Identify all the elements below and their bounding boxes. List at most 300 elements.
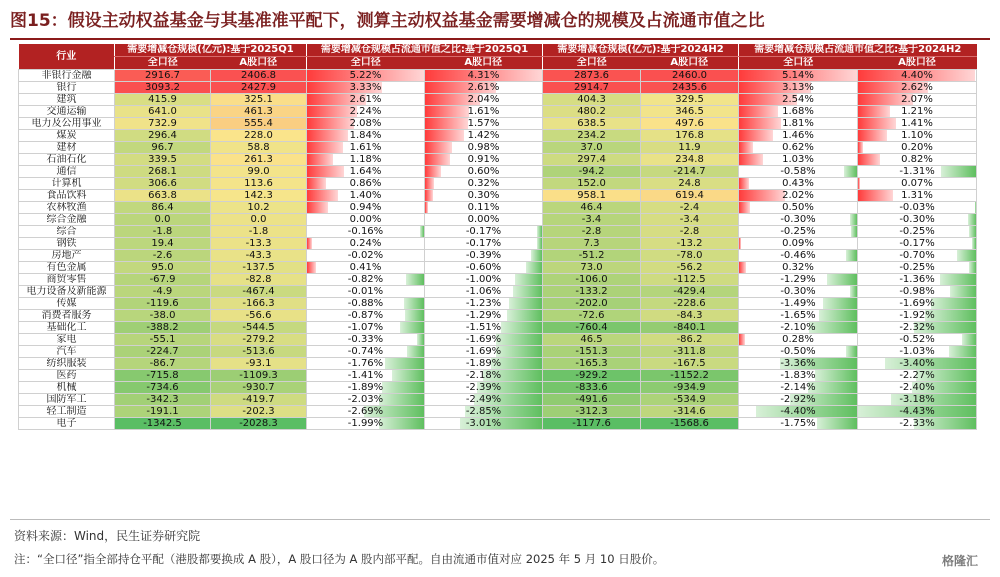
industry-cell: 钢铁 <box>19 238 115 250</box>
table-row <box>19 142 977 154</box>
ratio-bar <box>307 154 333 165</box>
ratio-value: 1.64% <box>349 166 382 177</box>
value-cell: 11.9 <box>641 142 739 154</box>
source-note: 资料来源：Wind，民生证券研究院 <box>14 529 201 543</box>
ratio-bar <box>975 202 976 213</box>
header-group: 需要增减仓规模(亿元):基于2024H2 <box>543 44 739 57</box>
value-cell: -715.8 <box>115 370 211 382</box>
value-cell: -84.3 <box>641 310 739 322</box>
ratio-value: -4.43% <box>899 406 935 417</box>
ratio-value: -2.14% <box>780 382 816 393</box>
value-cell: 24.8 <box>641 178 739 190</box>
ratio-value: -1.00% <box>465 274 502 285</box>
ratio-value: 1.21% <box>901 106 933 117</box>
value-cell: -137.5 <box>211 262 307 274</box>
value-cell: 19.4 <box>115 238 211 250</box>
table-row <box>19 274 977 286</box>
value-cell: 7.3 <box>543 238 641 250</box>
table-row <box>19 250 977 262</box>
header-sub: 全口径 <box>307 57 425 70</box>
value-cell: -314.6 <box>641 406 739 418</box>
ratio-cell <box>425 130 543 142</box>
industry-cell: 国防军工 <box>19 394 115 406</box>
ratio-value: 2.04% <box>467 94 500 105</box>
ratio-bar <box>931 298 976 309</box>
ratio-value: 0.24% <box>349 238 382 249</box>
ratio-value: -1.07% <box>347 322 384 333</box>
ratio-bar <box>307 178 326 189</box>
ratio-value: -1.41% <box>347 370 384 381</box>
ratio-value: 2.61% <box>349 94 382 105</box>
ratio-value: -0.30% <box>899 214 935 225</box>
industry-cell: 汽车 <box>19 346 115 358</box>
ratio-cell <box>739 106 858 118</box>
ratio-bar <box>858 118 896 129</box>
ratio-bar <box>962 334 976 345</box>
value-cell: -112.5 <box>641 274 739 286</box>
ratio-cell <box>739 70 858 82</box>
header-group: 需要增减仓规模占流通市值之比:基于2024H2 <box>739 44 977 57</box>
value-cell: 480.2 <box>543 106 641 118</box>
value-cell: 142.3 <box>211 190 307 202</box>
value-cell: -202.0 <box>543 298 641 310</box>
ratio-value: -0.25% <box>780 226 816 237</box>
value-cell: 297.4 <box>543 154 641 166</box>
ratio-value: 1.03% <box>782 154 814 165</box>
ratio-bar <box>307 142 343 153</box>
value-cell: -2028.3 <box>211 418 307 430</box>
ratio-value: -2.92% <box>780 394 816 405</box>
ratio-value: -1.89% <box>347 382 384 393</box>
ratio-bar <box>972 238 977 249</box>
ratio-cell <box>425 226 543 238</box>
ratio-cell <box>425 286 543 298</box>
ratio-cell <box>858 394 977 406</box>
industry-cell: 电力设备及新能源 <box>19 286 115 298</box>
ratio-value: -0.01% <box>347 286 384 297</box>
ratio-bar <box>420 226 424 237</box>
value-cell: -167.5 <box>641 358 739 370</box>
value-cell: 2427.9 <box>211 82 307 94</box>
ratio-value: -1.29% <box>780 274 816 285</box>
value-cell: -840.1 <box>641 322 739 334</box>
ratio-cell <box>858 214 977 226</box>
table-row <box>19 382 977 394</box>
industry-cell: 煤炭 <box>19 130 115 142</box>
ratio-cell <box>858 274 977 286</box>
value-cell: -734.6 <box>115 382 211 394</box>
ratio-bar <box>957 250 976 261</box>
industry-cell: 建筑 <box>19 94 115 106</box>
ratio-bar <box>858 106 890 117</box>
ratio-value: -1.65% <box>780 310 816 321</box>
industry-cell: 电子 <box>19 418 115 430</box>
value-cell: 95.0 <box>115 262 211 274</box>
value-cell: -388.2 <box>115 322 211 334</box>
value-cell: -419.7 <box>211 394 307 406</box>
ratio-cell <box>307 262 425 274</box>
value-cell: 37.0 <box>543 142 641 154</box>
ratio-value: -3.18% <box>899 394 935 405</box>
ratio-bar <box>968 214 976 225</box>
value-cell: -82.8 <box>211 274 307 286</box>
ratio-bar <box>739 178 749 189</box>
table-row <box>19 106 977 118</box>
ratio-cell <box>858 346 977 358</box>
table-row <box>19 298 977 310</box>
ratio-bar <box>425 118 468 129</box>
header-sub: A股口径 <box>641 57 739 70</box>
value-cell: 2914.7 <box>543 82 641 94</box>
ratio-cell <box>425 346 543 358</box>
ratio-value: 1.61% <box>467 106 500 117</box>
ratio-value: -2.18% <box>465 370 502 381</box>
value-cell: -2.4 <box>641 202 739 214</box>
value-cell: 339.5 <box>115 154 211 166</box>
industry-cell: 机械 <box>19 382 115 394</box>
ratio-value: -0.87% <box>347 310 384 321</box>
value-cell: 2873.6 <box>543 70 641 82</box>
value-cell: -56.6 <box>211 310 307 322</box>
header-group: 需要增减仓规模占流通市值之比:基于2025Q1 <box>307 44 543 57</box>
ratio-value: 1.57% <box>467 118 500 129</box>
table-row <box>19 214 977 226</box>
value-cell: -93.1 <box>211 358 307 370</box>
ratio-cell <box>307 298 425 310</box>
ratio-value: -3.36% <box>780 358 816 369</box>
ratio-bar <box>844 166 857 177</box>
ratio-bar <box>404 298 424 309</box>
industry-cell: 房地产 <box>19 250 115 262</box>
ratio-cell <box>307 70 425 82</box>
table-row <box>19 226 977 238</box>
ratio-cell <box>858 226 977 238</box>
value-cell: 497.6 <box>641 118 739 130</box>
value-cell: -72.6 <box>543 310 641 322</box>
industry-cell: 银行 <box>19 82 115 94</box>
industry-cell: 石油石化 <box>19 154 115 166</box>
value-cell: 346.5 <box>641 106 739 118</box>
table-row <box>19 406 977 418</box>
industry-cell: 食品饮料 <box>19 190 115 202</box>
ratio-value: -1.69% <box>465 346 502 357</box>
data-table <box>18 44 977 430</box>
ratio-cell <box>425 322 543 334</box>
ratio-bar <box>969 226 976 237</box>
value-cell: 461.3 <box>211 106 307 118</box>
ratio-cell <box>307 334 425 346</box>
ratio-cell <box>307 358 425 370</box>
header-industry: 行业 <box>19 44 115 70</box>
value-cell: -3.4 <box>543 214 641 226</box>
ratio-value: -3.40% <box>899 358 935 369</box>
ratio-cell <box>425 238 543 250</box>
value-cell: -151.3 <box>543 346 641 358</box>
ratio-cell <box>858 298 977 310</box>
ratio-value: -2.03% <box>347 394 384 405</box>
ratio-cell <box>739 406 858 418</box>
value-cell: -38.0 <box>115 310 211 322</box>
ratio-cell <box>858 262 977 274</box>
ratio-cell <box>739 238 858 250</box>
ratio-value: 1.31% <box>901 190 933 201</box>
ratio-value: 0.86% <box>349 178 382 189</box>
ratio-value: 0.94% <box>349 202 382 213</box>
ratio-cell <box>858 166 977 178</box>
ratio-bar <box>846 250 857 261</box>
ratio-bar <box>407 346 424 357</box>
header-sub: A股口径 <box>858 57 977 70</box>
ratio-value: 0.20% <box>901 142 933 153</box>
ratio-cell <box>307 226 425 238</box>
ratio-value: -0.82% <box>347 274 384 285</box>
ratio-bar <box>739 130 773 141</box>
table-row <box>19 118 977 130</box>
ratio-bar <box>417 334 424 345</box>
value-cell: -224.7 <box>115 346 211 358</box>
ratio-bar <box>846 346 857 357</box>
ratio-value: 1.41% <box>901 118 933 129</box>
ratio-cell <box>858 250 977 262</box>
value-cell: -165.3 <box>543 358 641 370</box>
ratio-value: 0.50% <box>782 202 814 213</box>
value-cell: -1568.6 <box>641 418 739 430</box>
ratio-bar <box>400 322 424 333</box>
industry-cell: 建材 <box>19 142 115 154</box>
ratio-cell <box>307 202 425 214</box>
value-cell: 296.4 <box>115 130 211 142</box>
value-cell: 0.0 <box>115 214 211 226</box>
value-cell: 404.3 <box>543 94 641 106</box>
ratio-cell <box>425 250 543 262</box>
ratio-value: 1.46% <box>782 130 814 141</box>
ratio-cell <box>739 322 858 334</box>
value-cell: -513.6 <box>211 346 307 358</box>
ratio-cell <box>425 274 543 286</box>
value-cell: 46.5 <box>543 334 641 346</box>
value-cell: 2406.8 <box>211 70 307 82</box>
ratio-bar <box>307 166 344 177</box>
ratio-cell <box>307 370 425 382</box>
value-cell: -119.6 <box>115 298 211 310</box>
value-cell: -2.8 <box>641 226 739 238</box>
value-cell: 46.4 <box>543 202 641 214</box>
ratio-value: -0.03% <box>899 202 935 213</box>
ratio-bar <box>851 226 857 237</box>
figure-title: 图15：假设主动权益基金与其基准准平配下，测算主动权益基金需要增减仓的规模及占流通市值之比 <box>10 11 765 31</box>
ratio-value: -0.60% <box>465 262 502 273</box>
ratio-cell <box>739 154 858 166</box>
ratio-cell <box>307 118 425 130</box>
ratio-cell <box>739 202 858 214</box>
value-cell: -342.3 <box>115 394 211 406</box>
ratio-value: 1.68% <box>782 106 814 117</box>
ratio-cell <box>425 418 543 430</box>
value-cell: -56.2 <box>641 262 739 274</box>
ratio-value: -1.23% <box>465 298 502 309</box>
ratio-bar <box>425 166 441 177</box>
value-cell: -930.7 <box>211 382 307 394</box>
ratio-bar <box>496 334 542 345</box>
ratio-value: -0.02% <box>347 250 384 261</box>
value-cell: 415.9 <box>115 94 211 106</box>
ratio-value: -1.49% <box>780 298 816 309</box>
industry-cell: 计算机 <box>19 178 115 190</box>
value-cell: -166.3 <box>211 298 307 310</box>
ratio-cell <box>307 250 425 262</box>
ratio-bar <box>425 106 469 117</box>
ratio-value: -0.52% <box>899 334 935 345</box>
footer-rule <box>10 519 990 520</box>
industry-cell: 轻工制造 <box>19 406 115 418</box>
value-cell: -86.2 <box>641 334 739 346</box>
ratio-value: 0.07% <box>901 178 933 189</box>
value-cell: 228.0 <box>211 130 307 142</box>
ratio-bar <box>307 118 354 129</box>
value-cell: -43.3 <box>211 250 307 262</box>
ratio-cell <box>739 358 858 370</box>
ratio-cell <box>739 118 858 130</box>
value-cell: -51.2 <box>543 250 641 262</box>
ratio-bar <box>827 274 857 285</box>
value-cell: 325.1 <box>211 94 307 106</box>
value-cell: -429.4 <box>641 286 739 298</box>
industry-cell: 消费者服务 <box>19 310 115 322</box>
ratio-cell <box>739 274 858 286</box>
header-sub: A股口径 <box>211 57 307 70</box>
ratio-value: -0.17% <box>899 238 935 249</box>
industry-cell: 综合 <box>19 226 115 238</box>
ratio-value: -0.33% <box>347 334 384 345</box>
ratio-cell <box>307 214 425 226</box>
ratio-cell <box>307 310 425 322</box>
ratio-bar <box>950 286 976 297</box>
ratio-value: 2.08% <box>349 118 382 129</box>
ratio-bar <box>526 262 542 273</box>
ratio-value: -2.39% <box>465 382 502 393</box>
value-cell: -1109.3 <box>211 370 307 382</box>
ratio-cell <box>425 94 543 106</box>
ratio-value: 3.33% <box>349 82 382 93</box>
ratio-cell <box>739 334 858 346</box>
header-group: 需要增减仓规模(亿元):基于2025Q1 <box>115 44 307 57</box>
value-cell: -3.4 <box>641 214 739 226</box>
ratio-cell <box>858 370 977 382</box>
ratio-bar <box>809 322 857 333</box>
value-cell: 268.1 <box>115 166 211 178</box>
ratio-cell <box>307 346 425 358</box>
ratio-value: -1.99% <box>347 418 384 429</box>
value-cell: -1342.5 <box>115 418 211 430</box>
ratio-value: -2.69% <box>347 406 384 417</box>
ratio-bar <box>425 130 464 141</box>
ratio-value: -2.33% <box>899 418 935 429</box>
ratio-cell <box>425 214 543 226</box>
value-cell: 638.5 <box>543 118 641 130</box>
ratio-bar <box>858 178 860 189</box>
value-cell: -1152.2 <box>641 370 739 382</box>
value-cell: -4.9 <box>115 286 211 298</box>
ratio-cell <box>739 418 858 430</box>
ratio-value: 2.54% <box>782 94 814 105</box>
ratio-bar <box>425 178 434 189</box>
ratio-bar <box>507 310 542 321</box>
ratio-value: 4.31% <box>467 70 500 81</box>
table-row <box>19 346 977 358</box>
table-row <box>19 334 977 346</box>
value-cell: -760.4 <box>543 322 641 334</box>
ratio-cell <box>739 370 858 382</box>
ratio-cell <box>307 286 425 298</box>
ratio-cell <box>739 298 858 310</box>
industry-cell: 综合金融 <box>19 214 115 226</box>
value-cell: -467.4 <box>211 286 307 298</box>
ratio-bar <box>425 190 433 201</box>
table-row <box>19 82 977 94</box>
ratio-value: -0.74% <box>347 346 384 357</box>
ratio-value: -1.76% <box>347 358 384 369</box>
value-cell: -929.2 <box>543 370 641 382</box>
ratio-cell <box>425 382 543 394</box>
footnote: 注：“全口径”指全部持仓平配（港股都要换成 A 股），A 股口径为 A 股内部平配。自由流通市值对应 2025 年 5 月 10 日股价。 <box>14 552 665 566</box>
industry-cell: 非银行金融 <box>19 70 115 82</box>
ratio-cell <box>307 418 425 430</box>
industry-cell: 基础化工 <box>19 322 115 334</box>
ratio-cell <box>307 82 425 94</box>
ratio-value: -0.17% <box>465 238 502 249</box>
table-row <box>19 358 977 370</box>
ratio-value: 0.98% <box>467 142 500 153</box>
ratio-cell <box>307 382 425 394</box>
ratio-value: 4.40% <box>901 70 933 81</box>
ratio-value: 2.07% <box>901 94 933 105</box>
value-cell: 2460.0 <box>641 70 739 82</box>
ratio-value: -1.69% <box>465 334 502 345</box>
ratio-value: 5.14% <box>782 70 814 81</box>
ratio-cell <box>307 106 425 118</box>
value-cell: 58.8 <box>211 142 307 154</box>
table-row <box>19 262 977 274</box>
ratio-cell <box>425 178 543 190</box>
value-cell: 329.5 <box>641 94 739 106</box>
ratio-value: -2.49% <box>465 394 502 405</box>
ratio-bar <box>392 370 424 381</box>
ratio-cell <box>739 226 858 238</box>
ratio-value: 0.82% <box>901 154 933 165</box>
ratio-bar <box>509 298 542 309</box>
ratio-value: 0.11% <box>467 202 500 213</box>
ratio-value: 3.13% <box>782 82 814 93</box>
ratio-value: 1.10% <box>901 130 933 141</box>
ratio-cell <box>307 94 425 106</box>
ratio-value: -1.31% <box>899 166 935 177</box>
table-row <box>19 166 977 178</box>
ratio-cell <box>425 154 543 166</box>
ratio-cell <box>858 334 977 346</box>
ratio-cell <box>307 178 425 190</box>
ratio-cell <box>858 94 977 106</box>
ratio-cell <box>858 358 977 370</box>
industry-cell: 农林牧渔 <box>19 202 115 214</box>
ratio-bar <box>425 202 428 213</box>
ratio-value: 0.00% <box>349 214 382 225</box>
industry-cell: 商贸零售 <box>19 274 115 286</box>
ratio-value: -1.83% <box>780 370 816 381</box>
ratio-value: -1.51% <box>465 322 502 333</box>
ratio-value: 5.22% <box>349 70 382 81</box>
ratio-bar <box>858 154 880 165</box>
ratio-cell <box>425 262 543 274</box>
